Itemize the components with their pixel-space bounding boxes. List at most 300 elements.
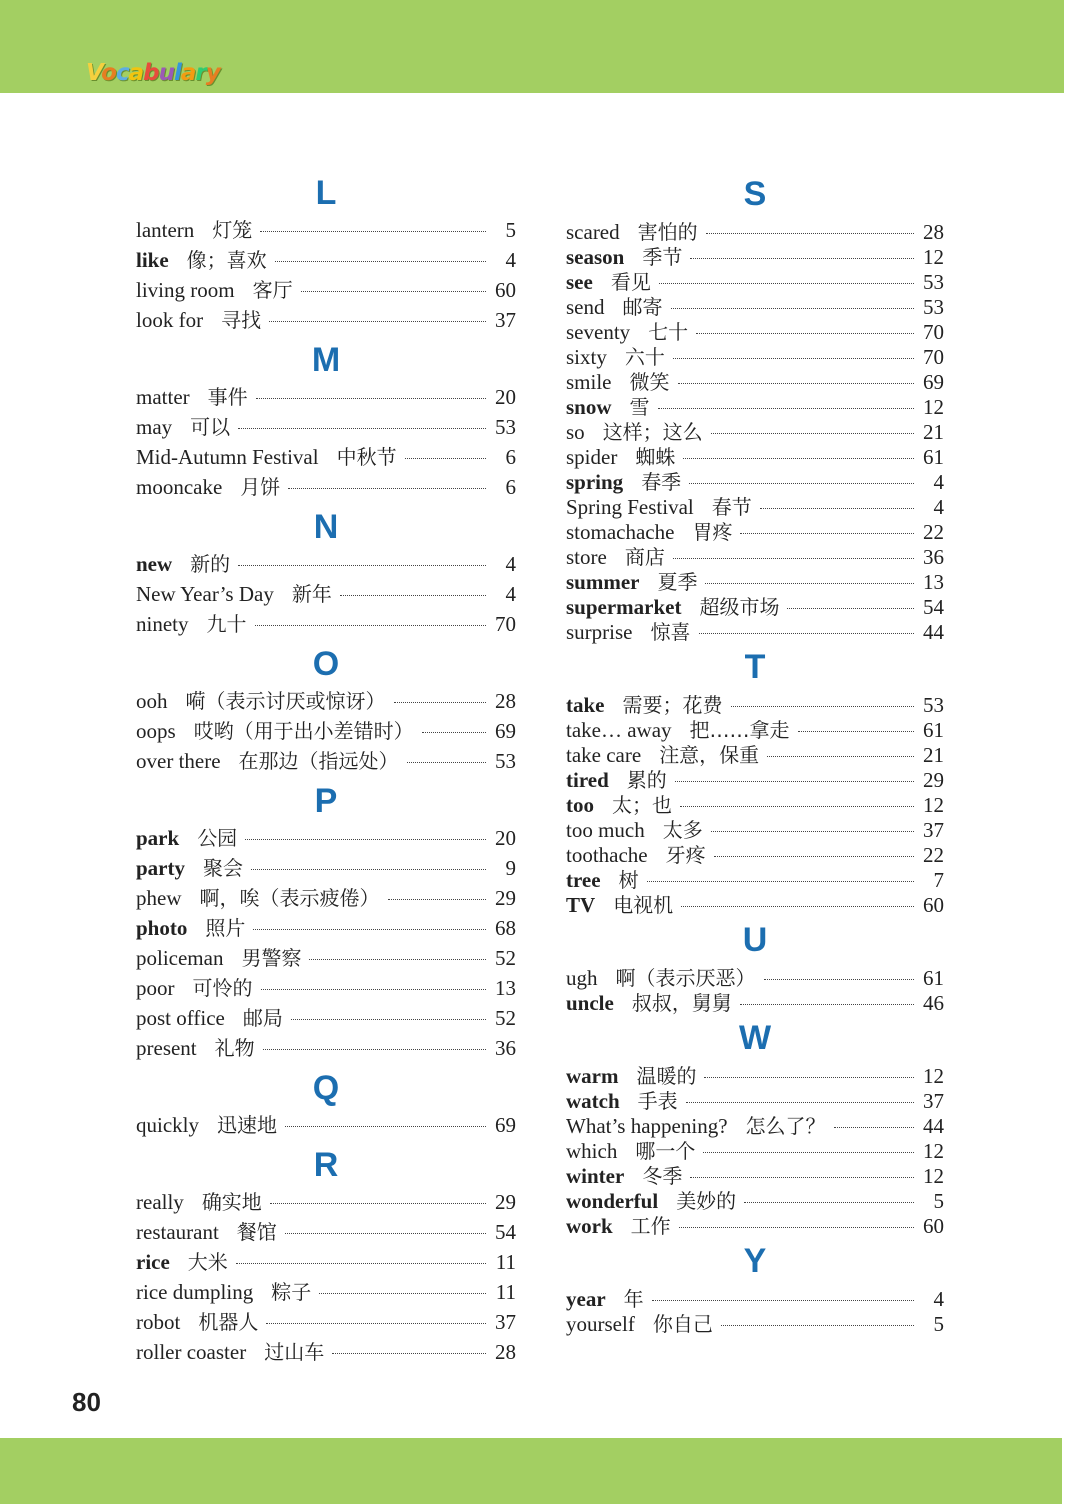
vocab-entry	[566, 416, 944, 444]
vocab-entry	[136, 745, 516, 775]
entry-word: see	[566, 270, 593, 294]
dot-leader	[675, 781, 914, 782]
entry-word: oops	[136, 719, 176, 743]
vocab-entry	[566, 1160, 944, 1188]
dot-leader	[681, 906, 914, 907]
entry-word: too much	[566, 818, 645, 842]
entry-word: winter	[566, 1164, 625, 1188]
vocab-entry	[136, 244, 516, 274]
entry-translation: 雪	[629, 395, 650, 419]
dot-leader	[261, 989, 487, 990]
entry-page-number: 28	[495, 689, 516, 713]
entry-word: so	[566, 420, 585, 444]
vocabulary-logo: Vocabulary	[86, 60, 220, 86]
entry-word: take	[566, 693, 605, 717]
dot-leader	[340, 595, 486, 596]
vocab-entry	[136, 1032, 516, 1062]
vocab-entry	[136, 471, 516, 501]
section-letter-w: W	[738, 1019, 772, 1057]
dot-leader	[696, 333, 914, 334]
dot-leader	[787, 608, 914, 609]
entry-page-number: 54	[495, 1220, 516, 1244]
entry-word: year	[566, 1287, 606, 1311]
entry-translation: 需要；花费	[622, 693, 723, 717]
section-letter-q: Q	[312, 1069, 340, 1107]
dot-leader	[236, 1263, 486, 1264]
entry-page-number: 4	[933, 495, 944, 519]
entry-word: supermarket	[566, 595, 682, 619]
vocab-entry	[136, 1186, 516, 1216]
entry-page-number: 12	[923, 793, 944, 817]
entry-word: New Year’s Day	[136, 582, 274, 606]
dot-leader	[270, 1203, 486, 1204]
entry-translation: 哪一个	[635, 1139, 696, 1163]
dot-leader	[285, 1126, 486, 1127]
vocab-entry	[136, 1306, 516, 1336]
entry-page-number: 12	[923, 1164, 944, 1188]
entry-translation: 超级市场	[699, 595, 780, 619]
entry-word: living room	[136, 278, 235, 302]
entry-page-number: 11	[495, 1250, 516, 1274]
entry-translation: 怎么了？	[745, 1114, 826, 1138]
entry-page-number: 69	[495, 719, 516, 743]
vocab-entry	[136, 411, 516, 441]
entry-page-number: 44	[923, 620, 944, 644]
vocab-entry	[136, 1216, 516, 1246]
entry-word: post office	[136, 1006, 225, 1030]
entry-translation: 注意，保重	[659, 743, 760, 767]
dot-leader	[658, 408, 914, 409]
vocab-entry	[136, 942, 516, 972]
entry-translation: 把……拿走	[689, 718, 790, 742]
vocab-entry	[566, 241, 944, 269]
vocab-entry	[566, 516, 944, 544]
dot-leader	[253, 929, 486, 930]
entry-translation: 邮寄	[622, 295, 663, 319]
entry-translation: 在那边（指远处）	[238, 749, 399, 773]
entry-page-number: 61	[923, 445, 944, 469]
entry-word: policeman	[136, 946, 224, 970]
dot-leader	[673, 558, 914, 559]
section-letter-t: T	[744, 648, 766, 686]
vocab-entry	[566, 1308, 944, 1336]
vocab-entry	[136, 274, 516, 304]
entry-translation: 月饼	[240, 475, 281, 499]
vocab-entry	[566, 291, 944, 319]
entry-word: photo	[136, 916, 188, 940]
dot-leader	[673, 358, 914, 359]
entry-page-number: 20	[495, 826, 516, 850]
entry-page-number: 5	[505, 218, 516, 242]
vocab-entry	[566, 591, 944, 619]
dot-leader	[711, 433, 914, 434]
dot-leader	[686, 1102, 914, 1103]
entry-word: sixty	[566, 345, 607, 369]
entry-translation: 新年	[291, 582, 332, 606]
entry-page-number: 12	[923, 1064, 944, 1088]
dot-leader	[798, 731, 914, 732]
section-letter-o: O	[312, 645, 340, 683]
entry-word: uncle	[566, 991, 614, 1015]
entry-word: watch	[566, 1089, 620, 1113]
vocab-entry	[566, 1060, 944, 1088]
vocab-entry	[136, 912, 516, 942]
entry-page-number: 61	[923, 966, 944, 990]
entry-word: yourself	[566, 1312, 635, 1336]
vocab-entry	[566, 739, 944, 767]
dot-leader	[680, 806, 914, 807]
entry-translation: 春节	[711, 495, 752, 519]
entry-page-number: 22	[923, 843, 944, 867]
vocab-entry	[136, 608, 516, 638]
entry-translation: 聚会	[203, 856, 243, 880]
dot-leader	[263, 1049, 486, 1050]
dot-leader	[659, 283, 914, 284]
dot-leader	[704, 1077, 914, 1078]
vocab-entry	[136, 1336, 516, 1366]
vocab-entry	[136, 972, 516, 1002]
entry-translation: 灯笼	[212, 218, 253, 242]
entry-page-number: 29	[495, 1190, 516, 1214]
dot-leader	[689, 483, 914, 484]
entry-translation: 商店	[624, 545, 665, 569]
dot-leader	[767, 756, 914, 757]
entry-word: summer	[566, 570, 640, 594]
dot-leader	[711, 831, 914, 832]
entry-page-number: 12	[923, 245, 944, 269]
vocab-entry	[566, 814, 944, 842]
entry-word: quickly	[136, 1113, 199, 1137]
dot-leader	[422, 732, 486, 733]
entry-word: too	[566, 793, 594, 817]
entry-translation: 工作	[630, 1214, 671, 1238]
entry-translation: 啊，唉（表示疲倦）	[199, 886, 380, 910]
entry-translation: 公园	[197, 826, 238, 850]
entry-word: phew	[136, 886, 182, 910]
vocab-entry	[136, 304, 516, 334]
entry-page-number: 4	[933, 1287, 944, 1311]
entry-word: really	[136, 1190, 184, 1214]
entry-translation: 粽子	[271, 1280, 312, 1304]
entry-translation: 迅速地	[217, 1113, 277, 1137]
dot-leader	[744, 1202, 914, 1203]
dot-leader	[652, 1300, 914, 1301]
entry-word: take care	[566, 743, 642, 767]
entry-page-number: 53	[495, 415, 516, 439]
dot-leader	[238, 565, 486, 566]
entry-page-number: 28	[495, 1340, 516, 1364]
entry-page-number: 9	[505, 856, 516, 880]
entry-page-number: 4	[505, 248, 516, 272]
section-letter-m: M	[311, 341, 341, 379]
entry-translation: 这样；这么	[602, 420, 703, 444]
entry-word: ooh	[136, 689, 168, 713]
entry-page-number: 60	[923, 1214, 944, 1238]
entry-page-number: 29	[495, 886, 516, 910]
entry-page-number: 70	[923, 320, 944, 344]
entry-page-number: 61	[923, 718, 944, 742]
entry-page-number: 4	[933, 470, 944, 494]
dot-leader	[683, 458, 914, 459]
section-letter-r: R	[313, 1146, 339, 1184]
section-letter-n: N	[313, 508, 339, 546]
dot-leader	[332, 1353, 486, 1354]
entry-page-number: 69	[923, 370, 944, 394]
entry-page-number: 6	[505, 475, 516, 499]
vocab-entry	[136, 1276, 516, 1306]
entry-word: surprise	[566, 620, 633, 644]
entry-translation: 可怜的	[192, 976, 253, 1000]
vocab-entry	[136, 1109, 516, 1139]
entry-translation: 礼物	[214, 1036, 255, 1060]
entry-translation: 冬季	[642, 1164, 683, 1188]
entry-word: spider	[566, 445, 618, 469]
entry-word: ninety	[136, 612, 189, 636]
entry-page-number: 12	[923, 395, 944, 419]
vocab-entry	[566, 864, 944, 892]
entry-translation: 邮局	[242, 1006, 283, 1030]
vocab-entry	[566, 689, 944, 717]
section-letter-y: Y	[743, 1242, 767, 1280]
vocab-entry	[566, 391, 944, 419]
entry-word: ugh	[566, 966, 598, 990]
entry-page-number: 11	[495, 1280, 516, 1304]
entry-word: scared	[566, 220, 620, 244]
entry-translation: 事件	[207, 385, 248, 409]
vocab-entry	[566, 216, 944, 244]
entry-page-number: 69	[495, 1113, 516, 1137]
vocab-entry	[136, 578, 516, 608]
dot-leader	[288, 488, 486, 489]
dot-leader	[714, 856, 914, 857]
entry-translation: 害怕的	[637, 220, 698, 244]
entry-translation: 男警察	[241, 946, 302, 970]
vocab-entry	[136, 441, 516, 471]
entry-translation: 温暖的	[636, 1064, 697, 1088]
entry-page-number: 70	[495, 612, 516, 636]
entry-translation: 机器人	[198, 1310, 259, 1334]
vocab-entry	[566, 839, 944, 867]
entry-translation: 确实地	[201, 1190, 262, 1214]
vocab-entry	[566, 466, 944, 494]
entry-page-number: 22	[923, 520, 944, 544]
dot-leader	[407, 762, 486, 763]
dot-leader	[256, 398, 486, 399]
dot-leader	[245, 839, 486, 840]
entry-translation: 春季	[641, 470, 682, 494]
entry-page-number: 29	[923, 768, 944, 792]
entry-word: new	[136, 552, 173, 576]
entry-page-number: 46	[923, 991, 944, 1015]
entry-translation: 惊喜	[650, 620, 691, 644]
entry-page-number: 5	[933, 1189, 944, 1213]
dot-leader	[721, 1325, 914, 1326]
vocab-entry	[566, 962, 944, 990]
vocab-entry	[136, 548, 516, 578]
vocab-entry	[566, 316, 944, 344]
entry-page-number: 21	[923, 743, 944, 767]
vocab-entry	[566, 491, 944, 519]
entry-word: mooncake	[136, 475, 223, 499]
entry-page-number: 44	[923, 1114, 944, 1138]
entry-word: rice dumpling	[136, 1280, 254, 1304]
entry-word: snow	[566, 395, 612, 419]
vocab-entry	[566, 366, 944, 394]
entry-translation: 太多	[662, 818, 703, 842]
dot-leader	[301, 291, 486, 292]
dot-leader	[764, 979, 915, 980]
entry-translation: 胃疼	[692, 520, 733, 544]
dot-leader	[647, 881, 914, 882]
entry-word: roller coaster	[136, 1340, 247, 1364]
entry-word: poor	[136, 976, 175, 1000]
entry-translation: 美妙的	[676, 1189, 737, 1213]
page-number: 80	[72, 1387, 101, 1417]
dot-leader	[255, 625, 487, 626]
dot-leader	[269, 321, 486, 322]
left-column	[136, 172, 516, 1366]
entry-translation: 照片	[205, 916, 246, 940]
vocab-entry	[566, 1283, 944, 1311]
entry-word: present	[136, 1036, 197, 1060]
entry-word: park	[136, 826, 180, 850]
vocab-entry	[136, 852, 516, 882]
entry-word: store	[566, 545, 607, 569]
entry-translation: 中秋节	[336, 445, 397, 469]
entry-word: seventy	[566, 320, 631, 344]
dot-leader	[740, 1004, 914, 1005]
dot-leader	[405, 458, 486, 459]
entry-word: What’s happening?	[566, 1114, 728, 1138]
vocab-entry	[136, 882, 516, 912]
entry-word: season	[566, 245, 625, 269]
entry-word: which	[566, 1139, 618, 1163]
section-letter-p: P	[314, 782, 338, 820]
entry-word: toothache	[566, 843, 648, 867]
entry-page-number: 37	[923, 818, 944, 842]
dot-leader	[731, 706, 915, 707]
entry-translation: 餐馆	[236, 1220, 277, 1244]
entry-word: send	[566, 295, 605, 319]
dot-leader	[690, 258, 914, 259]
vocab-entry	[136, 381, 516, 411]
entry-translation: 七十	[648, 320, 689, 344]
entry-page-number: 53	[923, 295, 944, 319]
entry-translation: 客厅	[252, 278, 293, 302]
entry-word: party	[136, 856, 185, 880]
dot-leader	[834, 1127, 914, 1128]
vocab-entry	[136, 685, 516, 715]
entry-page-number: 13	[495, 976, 516, 1000]
entry-translation: 九十	[206, 612, 247, 636]
entry-word: tired	[566, 768, 609, 792]
entry-word: restaurant	[136, 1220, 219, 1244]
entry-page-number: 36	[495, 1036, 516, 1060]
dot-leader	[679, 1227, 914, 1228]
dot-leader	[671, 308, 915, 309]
vocab-entry	[566, 1185, 944, 1213]
section-letter-l: L	[315, 174, 337, 212]
entry-translation: 年	[623, 1287, 644, 1311]
entry-word: warm	[566, 1064, 619, 1088]
dot-leader	[760, 508, 914, 509]
vocab-entry	[566, 1110, 944, 1138]
entry-page-number: 54	[923, 595, 944, 619]
entry-page-number: 36	[923, 545, 944, 569]
entry-page-number: 20	[495, 385, 516, 409]
entry-translation: 手表	[637, 1089, 678, 1113]
dot-leader	[705, 583, 914, 584]
entry-page-number: 6	[505, 445, 516, 469]
entry-translation: 过山车	[264, 1340, 325, 1364]
vocab-entry	[566, 889, 944, 917]
entry-word: TV	[566, 893, 596, 917]
section-letter-u: U	[742, 921, 768, 959]
entry-page-number: 12	[923, 1139, 944, 1163]
entry-translation: 太；也	[612, 793, 672, 817]
entry-page-number: 5	[933, 1312, 944, 1336]
entry-translation: 季节	[642, 245, 683, 269]
entry-word: wonderful	[566, 1189, 659, 1213]
entry-page-number: 4	[505, 582, 516, 606]
vocab-entry	[566, 1085, 944, 1113]
entry-word: matter	[136, 385, 190, 409]
entry-page-number: 37	[495, 308, 516, 332]
dot-leader	[285, 1233, 486, 1234]
entry-page-number: 60	[923, 893, 944, 917]
entry-page-number: 52	[495, 1006, 516, 1030]
entry-page-number: 21	[923, 420, 944, 444]
entry-page-number: 68	[495, 916, 516, 940]
dot-leader	[706, 233, 914, 234]
entry-translation: 大米	[187, 1250, 228, 1274]
entry-translation: 六十	[624, 345, 665, 369]
dot-leader	[394, 702, 487, 703]
dot-leader	[699, 633, 915, 634]
entry-word: spring	[566, 470, 624, 494]
entry-word: smile	[566, 370, 612, 394]
vocab-entry	[136, 214, 516, 244]
entry-page-number: 70	[923, 345, 944, 369]
right-column	[566, 172, 944, 1336]
entry-word: robot	[136, 1310, 181, 1334]
dot-leader	[238, 428, 486, 429]
entry-translation: 蜘蛛	[635, 445, 676, 469]
dot-leader	[266, 1323, 486, 1324]
entry-translation: 夏季	[657, 570, 698, 594]
entry-page-number: 53	[495, 749, 516, 773]
entry-word: like	[136, 248, 169, 272]
entry-word: stomachache	[566, 520, 675, 544]
entry-translation: 叔叔，舅舅	[631, 991, 732, 1015]
dot-leader	[690, 1177, 914, 1178]
entry-translation: 树	[618, 868, 639, 892]
entry-translation: 看见	[610, 270, 651, 294]
entry-page-number: 53	[923, 270, 944, 294]
dot-leader	[740, 533, 914, 534]
entry-word: tree	[566, 868, 601, 892]
entry-word: may	[136, 415, 173, 439]
vocab-entry	[566, 789, 944, 817]
entry-word: rice	[136, 1250, 170, 1274]
entry-translation: 你自己	[652, 1312, 713, 1336]
entry-page-number: 28	[923, 220, 944, 244]
vocab-entry	[136, 715, 516, 745]
entry-translation: 寻找	[221, 308, 262, 332]
entry-translation: 啊（表示厌恶）	[615, 966, 756, 990]
vocab-entry	[136, 1002, 516, 1032]
entry-translation: 累的	[626, 768, 667, 792]
